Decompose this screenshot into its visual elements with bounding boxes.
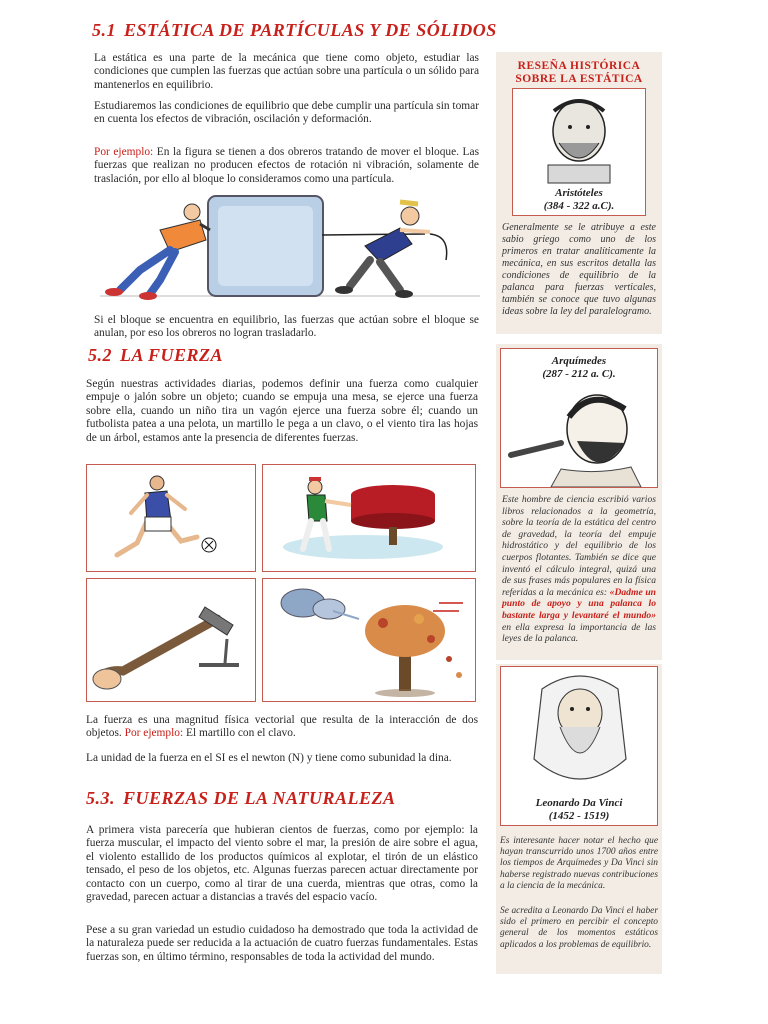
portrait-caption-name: Aristóteles (555, 187, 603, 199)
sidebar-da-vinci (496, 664, 662, 974)
section-title-text: ESTÁTICA DE PARTÍCULAS Y DE SÓLIDOS (124, 20, 497, 40)
section-title-5-3 (86, 788, 396, 809)
example-text: En la figura se tienen a dos obreros tratando de mover el bloque. Las fuerzas que realizan no producen efectos de rotación ni vibración, solamente de traslación, por ello al bloque lo consideramos como una partícula. (94, 146, 480, 185)
aristotle-portrait (512, 88, 646, 216)
hammer-nail-illustration (86, 578, 256, 702)
section-title-text: LA FUERZA (120, 345, 224, 365)
sidebar-archimedes (496, 344, 662, 660)
sidebar-heading-line1: RESEÑA HISTÓRICA (517, 60, 641, 72)
da-vinci-portrait (500, 666, 658, 826)
paragraph-fundamental-forces: Pese a su gran variedad un estudio cuidadoso ha demostrado que toda la actividad de la naturaleza puede ser reducida a la actuación de cuatro fuerzas fundamentales. Estas fuerzas son, en último término, responsables de toda la actividad del mundo. (86, 924, 478, 963)
archimedes-quote: «Dadme un punto de apoyo y una palanca lo bastante larga y levantaré el mundo» (502, 586, 656, 621)
portrait-caption-years: (287 - 212 a. C). (542, 368, 616, 380)
archimedes-text-b: en ella expresa la importancia de las leyes de la palanca. (502, 621, 656, 645)
paragraph-equilibrium-conditions: Estudiaremos las condiciones de equilibrio que debe cumplir una partícula sin tomar en cuenta los efectos de vibración, oscilación y deformación. (94, 100, 479, 126)
sidebar-heading (496, 60, 662, 86)
paragraph-example-workers (94, 146, 479, 186)
section-title-text: FUERZAS DE LA NATURALEZA (123, 788, 396, 808)
sidebar-archimedes-text (502, 494, 656, 645)
soccer-player-illustration (86, 464, 256, 572)
force-vector-example: El martillo con el clavo. (183, 727, 296, 740)
paragraph-nature-forces: A primera vista parecería que hubieran cientos de fuerzas, como por ejemplo: la fuerza muscular, el impacto del viento sobre el mar, la presión de aire sobre el agua, el violento estallido de los productos químicos al explotar, el tirón de un elástico tensado, el peso de los objetos, etc. Algunas fuerzas parecen actuar directamente por contacto con un cuerpo, como al tirar de una cuerda, mientras que otras, como la gravedad, parecen actuar a distancias a través del espacio vacío. (86, 824, 478, 904)
section-title-5-1 (92, 20, 497, 41)
section-title-5-2 (88, 345, 223, 366)
paragraph-force-unit: La unidad de la fuerza en el SI es el newton (N) y tiene como subunidad la dina. (86, 752, 452, 764)
example-label: Por ejemplo: (124, 727, 184, 740)
archimedes-text-a: Este hombre de ciencia escribió varios libros relacionados a la geometría, sobre la teoría de la estática del centro de gravedad, la teoría del empuje hidrostático y del equilibrio de los cuerpos flotantes. También se dice que inventó el cálculo integral, quizá una de sus frases más populares en la física referidas a la mecánica es: (502, 494, 656, 598)
sidebar-heading-line2: SOBRE LA ESTÁTICA (515, 73, 643, 85)
paragraph-block-equilibrium: Si el bloque se encuentra en equilibrio, las fuerzas que actúan sobre el bloque se anulan, por eso los obreros no logran trasladarlo. (94, 314, 479, 340)
portrait-caption-name: Leonardo Da Vinci (535, 797, 623, 809)
section-number: 5.1 (92, 20, 116, 40)
archimedes-portrait (500, 348, 658, 488)
workers-block-illustration (100, 190, 480, 302)
paragraph-force-definition: Según nuestras actividades diarias, podemos definir una fuerza como cualquier empuje o jalón sobre un objeto; cuando se empuja una mesa, se ejerce una fuerza sobre ella, cuando un niño tira un vagón ejerce una fuerza sobre él; cuando un futbolista patea a una pelota, un martillo le pega a un clavo, o el viento tira las hojas de un árbol, estamos ante la presencia de diferentes fuerzas. (86, 378, 478, 444)
sidebar-aristotle (496, 52, 662, 334)
portrait-caption-years: (384 - 322 a.C). (543, 200, 615, 212)
paragraph-statics-definition: La estática es una parte de la mecánica que tiene como objeto, estudiar las condiciones que cumplen las fuerzas que actúan sobre una partícula o un sólido para mantenerlos en equilibrio. (94, 52, 479, 91)
pushing-table-illustration (262, 464, 476, 572)
sidebar-aristotle-text: Generalmente se le atribuye a este sabio griego como uno de los primeros en tratar analíticamente la mecánica, en sus escritos detalla las condiciones de equilibrio de la palanca para fuerzas verticales, también se conoce que tuvo algunas ideas sobre la ley del paralelogramo. (502, 222, 656, 317)
sidebar-da-vinci-text-2: Se acredita a Leonardo Da Vinci el haber sido el primero en percibir el concepto general de los momentos estáticos aplicados a los problemas de equilibrio. (500, 906, 658, 950)
section-number: 5.3. (86, 788, 115, 808)
sidebar-da-vinci-text-1: Es interesante hacer notar el hecho que hayan transcurrido unos 1700 años entre los tiempos de Arquímedes y Da Vinci sin haberse registrado nuevas contribuciones a la ciencia de la mecánica. (500, 836, 658, 891)
portrait-caption-name: Arquímedes (551, 355, 607, 367)
portrait-caption-years: (1452 - 1519) (548, 810, 610, 822)
wind-tree-illustration (262, 578, 476, 702)
paragraph-force-vector (86, 714, 478, 741)
force-vector-text: La fuerza es una magnitud física vectorial que resulta de la interacción de dos objetos. (86, 714, 478, 740)
section-number: 5.2 (88, 345, 112, 365)
example-label: Por ejemplo: (94, 146, 154, 158)
